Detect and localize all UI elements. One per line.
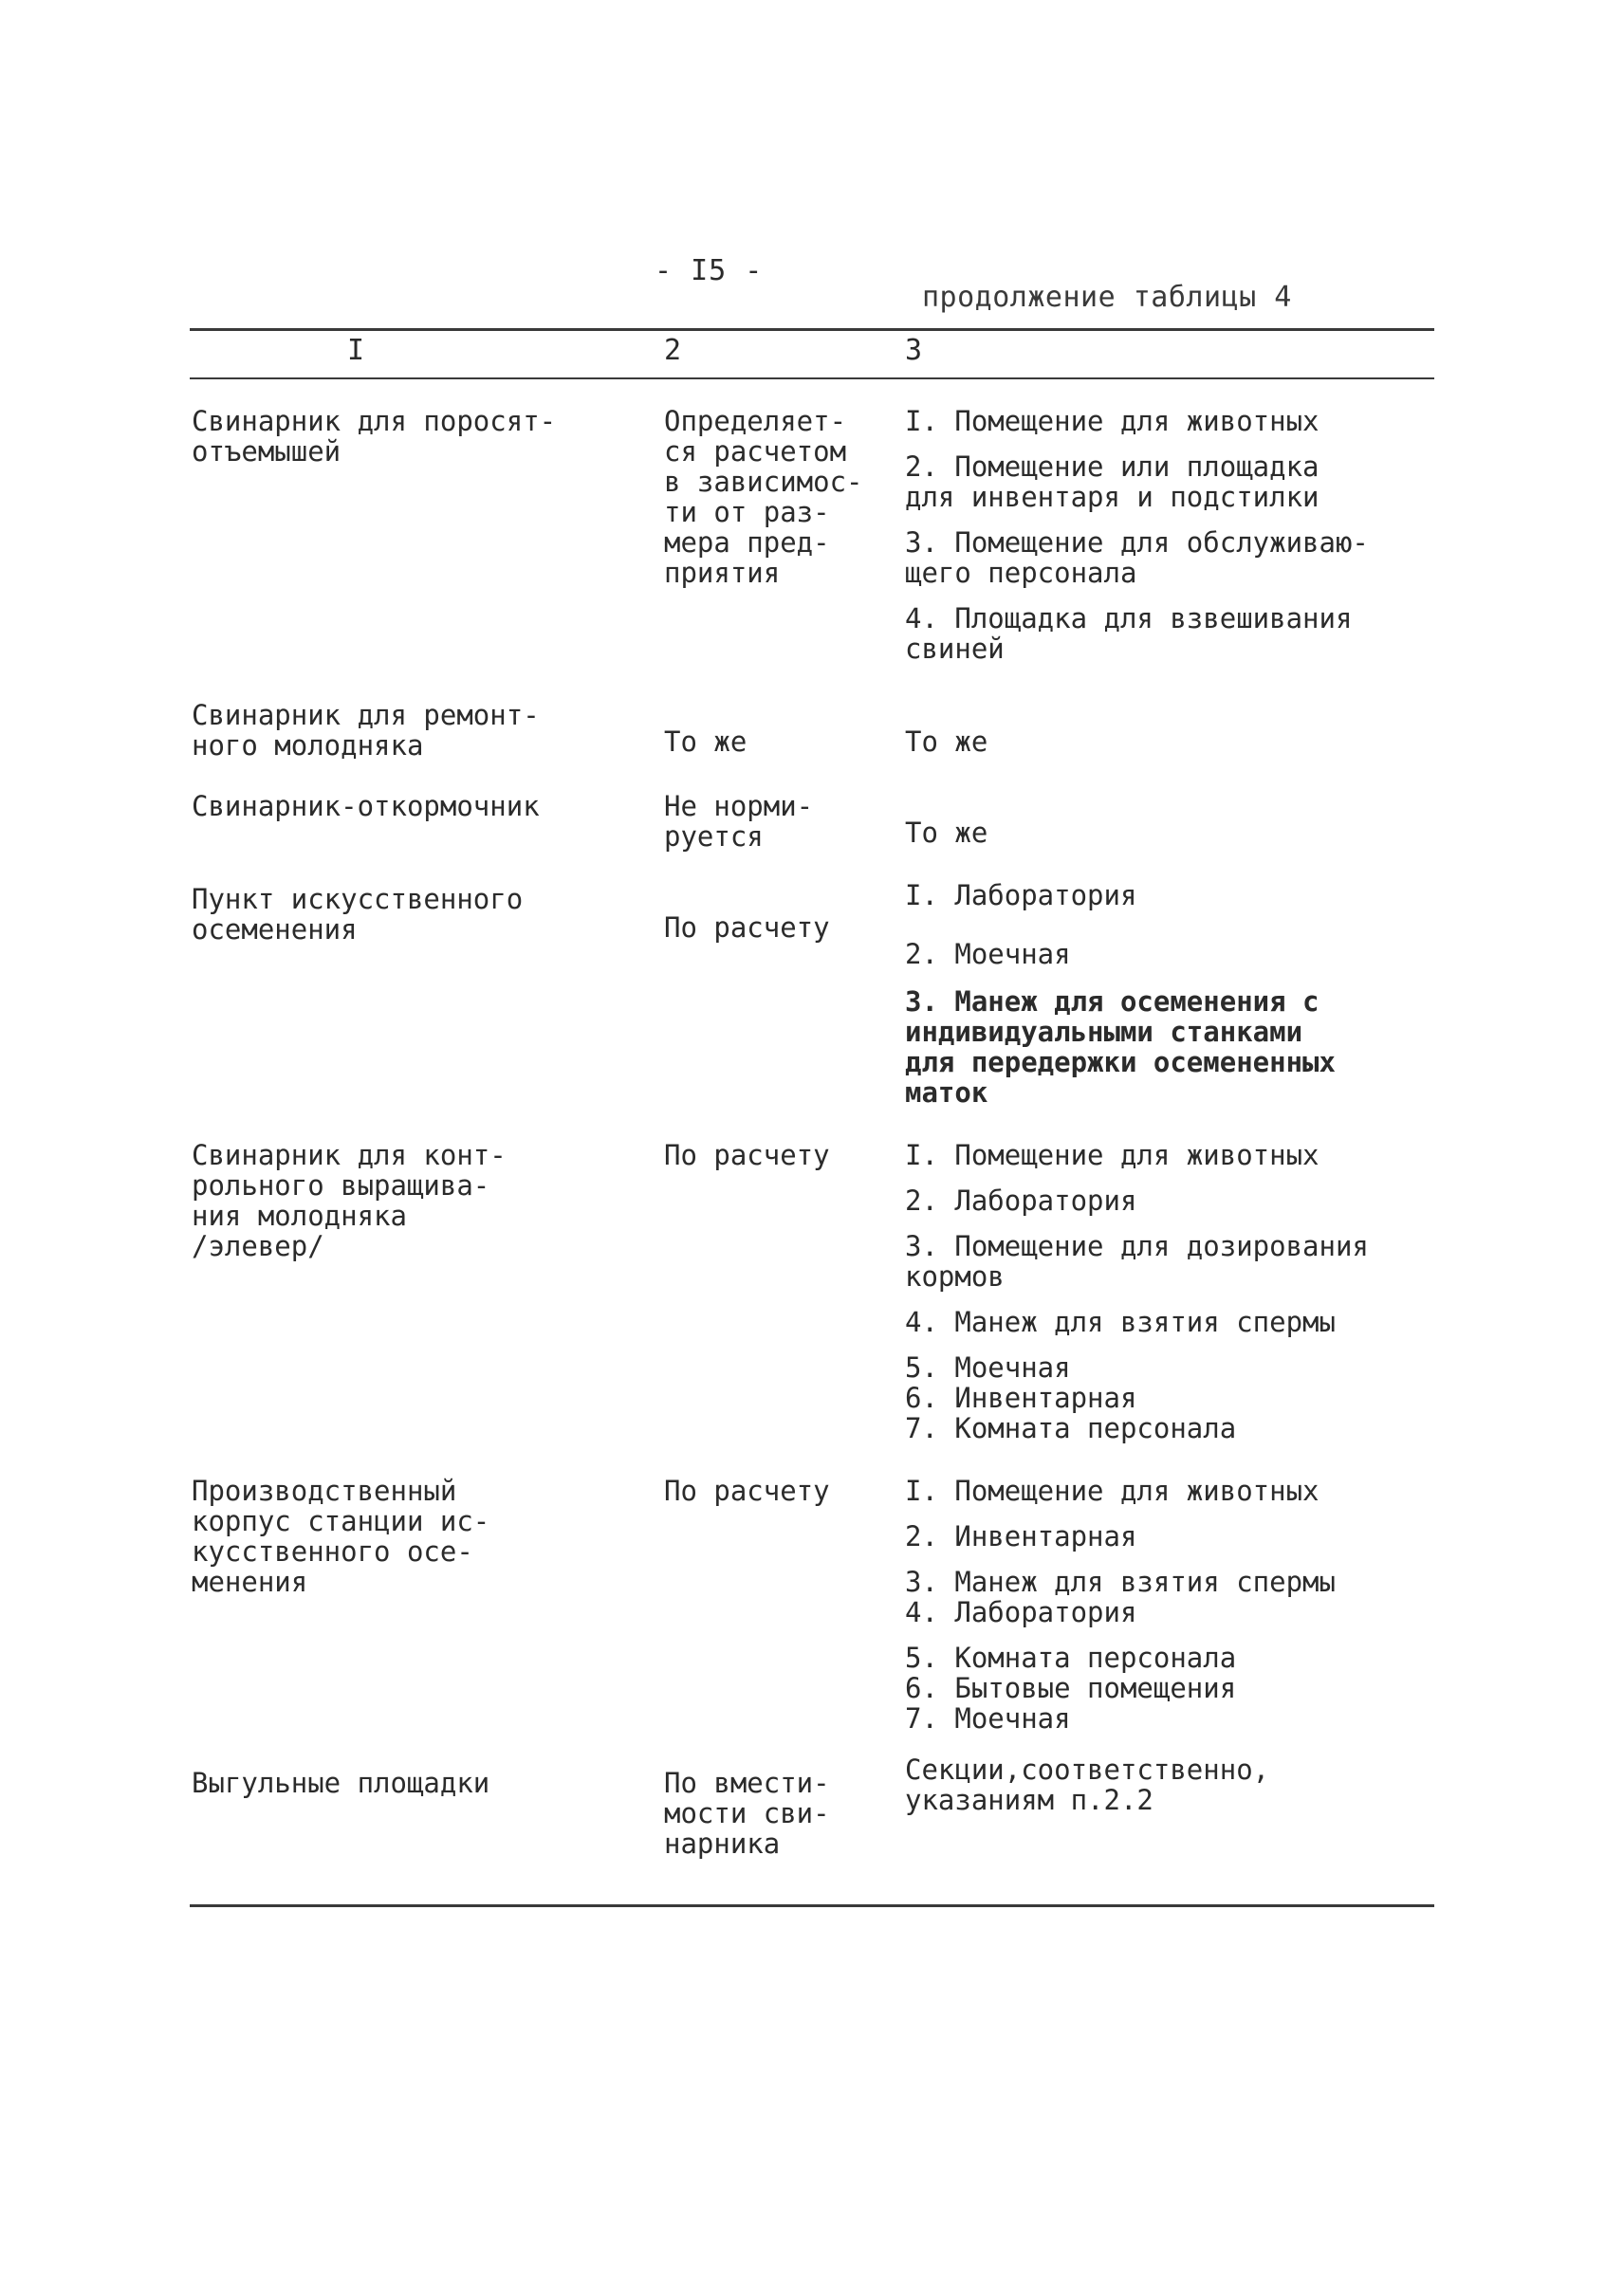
table-row-3-item: 2. Моечная [905,938,1071,970]
table-row-0-item: 3. Помещение для обслуживаю- щего персонала [905,526,1369,589]
table-row-0-item: I. Помещение для животных [905,405,1320,437]
table-row-6-item: Секции,соответственно, указаниям п.2.2 [905,1754,1270,1816]
table-row-5-norm: По расчету [664,1475,830,1507]
column-header-3: 3 [905,334,923,367]
table-row-2-name: Свинарник-откормочник [192,790,540,822]
table-row-5-item: 3. Манеж для взятия спермы 4. Лаборатория [905,1566,1336,1628]
table-row-4-norm: По расчету [664,1139,830,1171]
table-row-6-norm: По вмести- мости сви- нарника [664,1767,830,1860]
table-top-rule [190,328,1434,331]
table-row-5-item: 5. Комната персонала 6. Бытовые помещения 7. Моечная [905,1642,1237,1735]
table-row-0-name: Свинарник для поросят- отъемышей [192,405,557,468]
table-row-6-name: Выгульные площадки [192,1767,490,1799]
table-row-4-name: Свинарник для конт- рольного выращива- ния молодняка /элевер/ [192,1139,507,1262]
column-header-2: 2 [664,334,682,367]
table-row-4-item: I. Помещение для животных [905,1139,1320,1171]
table-row-3-item: I. Лаборатория [905,879,1137,911]
table-header-rule [190,377,1434,379]
table-row-0-norm: Определяет- ся расчетом в зависимос- ти от раз- мера пред- приятия [664,405,863,589]
table-row-2-norm: Не норми- руется [664,790,814,853]
table-row-1-name: Свинарник для ремонт- ного молодняка [192,699,540,762]
table-row-1-norm: То же [664,726,747,758]
table-row-3-name: Пункт искусственного осеменения [192,883,524,946]
table-row-3-item: 3. Манеж для осеменения с индивидуальными станками для передержки осемененных маток [905,985,1336,1109]
table-row-0-item: 4. Площадка для взвешивания свиней [905,602,1353,665]
table-row-4-item: 2. Лаборатория [905,1185,1137,1217]
table-row-5-name: Производственный корпус станции ис- кусственного осе- менения [192,1475,490,1598]
table-continuation-label: продолжение таблицы 4 [922,281,1292,314]
table-row-4-item: 3. Помещение для дозирования кормов [905,1230,1369,1293]
table-row-5-item: I. Помещение для животных [905,1475,1320,1507]
table-row-1-item: То же [905,726,988,758]
table-row-3-norm: По расчету [664,911,830,944]
table-row-0-item: 2. Помещение или площадка для инвентаря и подстилки [905,450,1320,513]
table-bottom-rule [190,1904,1434,1907]
table-row-5-item: 2. Инвентарная [905,1520,1137,1552]
table-row-2-item: То же [905,817,988,849]
page-number: - I5 - [655,254,764,287]
column-header-1: I [347,334,365,367]
table-row-4-item: 5. Моечная 6. Инвентарная 7. Комната персонала [905,1351,1237,1444]
table-row-4-item: 4. Манеж для взятия спермы [905,1306,1336,1338]
